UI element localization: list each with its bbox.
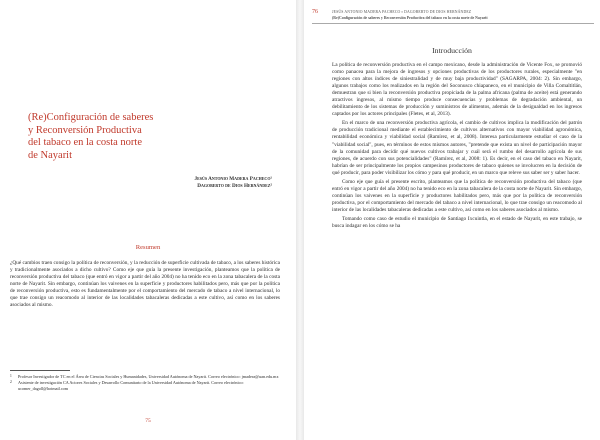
footnote-text: Asistente de investigación CA Actores Sociales y Desarrollo Comunitario de la Universidad Autónoma de Nayarit. Correo electrónico: ucomer_dagoll@hotmail.com xyxy=(18,380,244,391)
author-list xyxy=(194,176,272,190)
body-text xyxy=(332,62,582,232)
footnote xyxy=(10,374,280,379)
title-line: del tabaco en la costa norte xyxy=(28,137,142,148)
left-page xyxy=(0,0,296,440)
title-line: de Nayarit xyxy=(28,149,73,161)
footnote-number: 1 xyxy=(10,374,12,378)
paragraph: Tomando como caso de estudio el municipio de Santiago Ixcuintla, en el estado de Nayarit, en este trabajo, se busca indagar en los cómo se ha xyxy=(332,215,582,230)
title-line: (Re)Configuración de saberes xyxy=(28,112,154,123)
footnotes xyxy=(10,374,280,392)
footnote-text: Profesor Investigador de TC en el Área de Ciencias Sociales y Humanidades, Universidad Autónoma de Nayarit. Correo electrónico: jmadera@uan.edu.mx xyxy=(18,374,279,379)
running-head xyxy=(304,8,596,22)
running-head-authors: JESÚS ANTONIO MADERA PACHECO ▪ DAGOBERTO DE DIOS HERNÁNDEZ xyxy=(332,10,472,14)
article-title xyxy=(28,112,228,162)
page-number: 75 xyxy=(145,418,151,424)
title-line: y Reconversión Productiva xyxy=(28,124,142,136)
paragraph: La política de reconversión productiva en el campo mexicano, desde la administración de Vicente Fox, se promovió como panacea para la mejora de ingresos y opciones productivas de los productores rurales, especialmente "en regiones con altos índices de siniestralidad y de muy baja productividad" (SAGARPA, 2004: 2). Sin embargo, algunos trabajos como los realizados en la región del Soconusco chiapaneco, en el municipio de Villa Comaltitlán, demuestran que si bien la reconversión productiva propiciada de la palma africana (palma de aceite) está generando atractivos ingresos, al mismo tiempo produce consecuencias y problemas de degradación ambiental, un debilitamiento de los sistemas de producción y suministros de alimentos, además de la desigualdad en los ingresos captados por los actores principales (Fletes, et al, 2013). xyxy=(332,62,582,118)
page-number: 76 xyxy=(312,9,318,15)
abstract-text: ¿Qué cambios traen consigo la política de reconversión, y la reducción de superficie cultivada de tabaco, a los saberes histórica y tradicionalmente asociados a dicho cultivo? Como eje que guía la presente investigación, planteamos que la política de reconversión productiva del tabaco (que entró en vigor a partir del año 2004) no ha tenido eco en la zona tabacalera de la costa norte de Nayarit. Sin embargo, continúan los vaivenes en la superficie y productores habilitados pero, más que por la política de reconversión productiva, esto es fundamentalmente por el comportamiento del mercado de tabaco a nivel internacional, lo que trae consigo un reacomodo al interior de las localidades tabacaleras dedicadas a este cultivo, así como en los saberes asociados al mismo. xyxy=(10,260,280,308)
footnote xyxy=(10,380,280,391)
running-head-title: (Re)Configuración de saberes y Reconversión Productiva del tabaco en la costa norte de Nayarit xyxy=(332,16,488,20)
footnote-divider xyxy=(10,370,70,371)
paragraph: En el marco de una reconversión productiva agrícola, el cambio de cultivos implica la modificación del patrón de producción tradicional mediante el establecimiento de cultivos alternativos con mayor viabilidad agronómica, rentabilidad económica y viabilidad social (Ramírez, et al, 2008). Interesa particularmente estudiar el caso de la "viabilidad social", pues, en términos de estos mismos autores, "pretende que exista un nivel de participación mayor de la comunidad para decidir qué nuevos cultivos trabajar y cuál será el rumbo del desarrollo agrícola de sus regiones, de acuerdo con sus potencialidades" (Ramírez, et al, 2008: 1). Es decir, en el caso del tabaco en Nayarit, habrían de ser principalmente los propios campesinos productores de tabaco quienes se involucren en la decisión de qué producir, para poder visibilizar los cómo y para qué producir, en un marco que releve sus saber ser y saber hacer. xyxy=(332,120,582,176)
running-head-rule xyxy=(312,23,594,24)
footnote-number: 2 xyxy=(10,380,12,385)
abstract-heading: Resumen xyxy=(135,244,161,251)
author-name: Jesús Antonio Madera Pacheco¹ xyxy=(194,176,272,182)
author-name: Dagoberto de Dios Hernández² xyxy=(197,183,272,189)
right-page xyxy=(304,0,600,440)
paragraph: Como eje que guía el presente escrito, planteamos que la política de reconversión productiva del tabaco (que entró en vigor a partir del año 2004) no ha tenido eco en la zona tabacalera de la costa norte de Nayarit. Sin embargo, continúan los vaivenes en la superficie y productores habilitados pero, más que por la política de reconversión productiva, por el comportamiento del mercado del tabaco a nivel internacional, lo que trae consigo un reacomodo al interior de las localidades tabacaleras dedicadas a este cultivo, así como en los saberes asociados al mismo. xyxy=(332,178,582,213)
section-title: Introducción xyxy=(432,46,472,55)
book-gutter xyxy=(296,0,304,440)
